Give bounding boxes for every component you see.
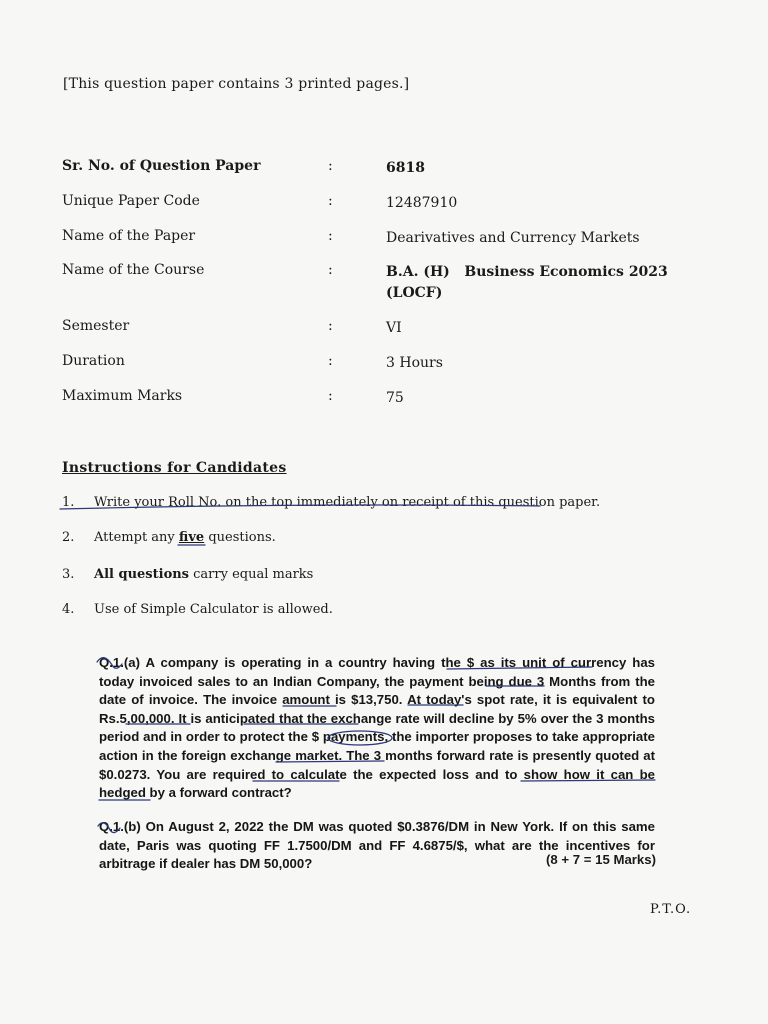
- instruction-emphasis: All questions: [94, 567, 190, 582]
- meta-value: 12487910: [386, 195, 458, 211]
- meta-key: Name of the Paper: [62, 228, 196, 244]
- meta-row-serial: [62, 158, 702, 180]
- meta-value: 3 Hours: [386, 355, 443, 371]
- marks-allocation: (8 + 7 = 15 Marks): [546, 852, 656, 867]
- meta-value: VI: [386, 320, 402, 336]
- instruction-text-post: carry equal marks: [189, 567, 314, 582]
- instruction-text-post: questions.: [204, 530, 276, 545]
- instruction-text: [94, 530, 276, 545]
- meta-row-semester: [62, 318, 702, 340]
- meta-separator: :: [328, 158, 333, 174]
- meta-separator: :: [328, 318, 333, 334]
- instruction-number: 1.: [62, 495, 75, 510]
- meta-value: 6818: [386, 160, 425, 176]
- instruction-number: 2.: [62, 530, 75, 545]
- meta-row-paper-code: [62, 193, 702, 215]
- question-1a: Q.1.(a) A company is operating in a country having the $ as its unit of currency has today invoiced sales to an Indian Company, the payment being due 3 Months from the date of invoice. The invoice amount is $13,750. At today's spot rate, it is equivalent to Rs.5,00,000. It is anticipated that the exchange rate will decline by 5% over the 3 months period and in order to protect the $ payments, the importer proposes to take appropriate action in the foreign exchange market. The 3 months forward rate is presently quoted at $0.0273. You are required to calculate the expected loss and to show how it can be hedged by a forward contract?: [99, 655, 655, 801]
- instruction-emphasis: five: [178, 530, 205, 545]
- meta-key: Sr. No. of Question Paper: [62, 158, 261, 174]
- instruction-text: [94, 567, 313, 582]
- meta-value: 75: [386, 390, 404, 406]
- meta-key: Unique Paper Code: [62, 193, 200, 209]
- instruction-number: 3.: [62, 567, 75, 582]
- meta-separator: :: [328, 388, 333, 404]
- meta-key: Maximum Marks: [62, 388, 183, 404]
- meta-key: Duration: [62, 353, 125, 369]
- meta-separator: :: [328, 262, 333, 278]
- meta-separator: :: [328, 353, 333, 369]
- meta-row-max-marks: [62, 388, 702, 410]
- meta-separator: :: [328, 228, 333, 244]
- page-count-note: [This question paper contains 3 printed pages.]: [63, 76, 410, 92]
- instruction-number: 4.: [62, 602, 75, 617]
- meta-key: Name of the Course: [62, 262, 205, 278]
- meta-separator: :: [328, 193, 333, 209]
- page-turn-note: P.T.O.: [650, 902, 692, 917]
- meta-value: B.A. (H) Business Economics 2023 (LOCF): [386, 264, 673, 301]
- instruction-text: Write your Roll No. on the top immediately on receipt of this question paper.: [94, 495, 601, 510]
- meta-row-paper-name: [62, 228, 702, 250]
- instruction-text: Use of Simple Calculator is allowed.: [94, 602, 333, 617]
- meta-row-duration: [62, 353, 702, 375]
- meta-row-course: [62, 262, 702, 301]
- meta-value: Dearivatives and Currency Markets: [386, 230, 640, 246]
- meta-key: Semester: [62, 318, 130, 334]
- instruction-text-pre: Attempt any: [94, 530, 179, 545]
- instructions-heading: Instructions for Candidates: [62, 460, 287, 476]
- question-1b: Q.1.(b) On August 2, 2022 the DM was quoted $0.3876/DM in New York. If on this same date, Paris was quoting FF 1.7500/DM and FF 4.6875/$, what are the incentives for arbitrage if dealer has DM 50,000?: [99, 819, 655, 872]
